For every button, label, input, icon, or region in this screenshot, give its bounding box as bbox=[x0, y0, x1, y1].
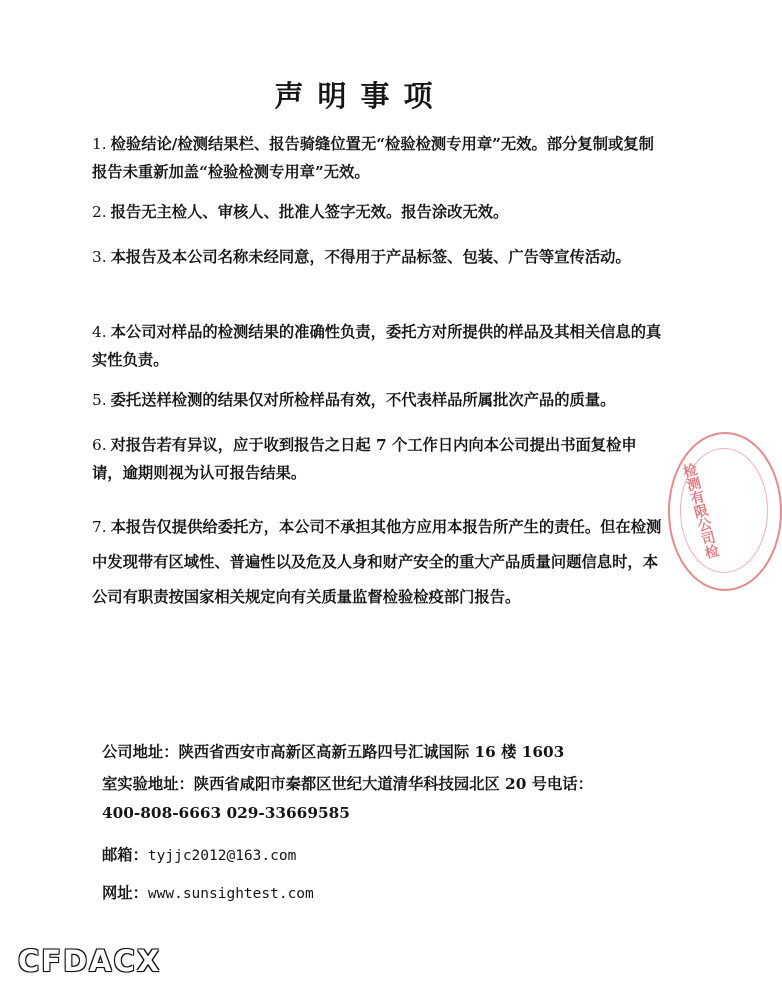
lab-address-label: 室实验地址： bbox=[102, 775, 194, 793]
company-address bbox=[102, 738, 642, 767]
statement-item-1 bbox=[92, 130, 667, 186]
item-number: 1. bbox=[92, 135, 107, 153]
item-text: 委托送样检测的结果仅对所检样品有效，不代表样品所属批次产品的质量。 bbox=[110, 391, 616, 409]
website-label: 网址： bbox=[102, 884, 148, 902]
watermark: CFDACX bbox=[18, 944, 162, 978]
website-value: www.sunsightest.com bbox=[147, 886, 314, 902]
item-text: 检验结论/检测结果栏、报告骑缝位置无“检验检测专用章”无效。部分复制或复制报告未重新加盖“检验检测专用章”无效。 bbox=[92, 135, 654, 181]
statement-item-4 bbox=[92, 318, 667, 374]
item-number: 2. bbox=[92, 203, 107, 221]
email-line bbox=[102, 841, 642, 871]
statement-item-2 bbox=[92, 198, 667, 226]
email-value: tyjjc2012@163.com bbox=[147, 848, 297, 864]
statement-item-5 bbox=[92, 386, 667, 414]
lab-address bbox=[102, 770, 622, 828]
item-text: 本报告仅提供给委托方，本公司不承担其他方应用本报告所产生的责任。但在检测中发现带有区域性、普遍性以及危及人身和财产安全的重大产品质量问题信息时，本公司有职责按国家相关规定向有关质量监督检验检疫部门报告。 bbox=[92, 518, 662, 606]
item-text: 本公司对样品的检测结果的准确性负责，委托方对所提供的样品及其相关信息的真实性负责。 bbox=[92, 323, 662, 369]
item-number: 4. bbox=[92, 323, 107, 341]
item-text: 对报告若有异议，应于收到报告之日起 7 个工作日内向本公司提出书面复检申请，逾期则视为认可报告结果。 bbox=[92, 436, 637, 482]
official-seal bbox=[668, 432, 782, 591]
page-title: 声明事项 bbox=[274, 79, 447, 113]
lab-address-value: 陕西省咸阳市秦都区世纪大道清华科技园北区 20 号电话：400-808-6663 029-33669585 bbox=[102, 775, 593, 822]
statement-item-7 bbox=[92, 510, 667, 615]
item-number: 3. bbox=[92, 248, 107, 266]
item-number: 6. bbox=[92, 436, 107, 454]
statement-item-6 bbox=[92, 431, 667, 487]
seal-text: 检测有限公司检 bbox=[679, 461, 721, 561]
company-address-label: 公司地址： bbox=[102, 743, 179, 761]
item-number: 5. bbox=[92, 391, 107, 409]
item-text: 本报告及本公司名称未经同意，不得用于产品标签、包装、广告等宣传活动。 bbox=[110, 248, 631, 266]
email-label: 邮箱： bbox=[102, 846, 148, 864]
website-line bbox=[102, 879, 642, 909]
statement-item-3 bbox=[92, 243, 667, 271]
item-number: 7. bbox=[92, 518, 107, 536]
company-address-value: 陕西省西安市高新区高新五路四号汇诚国际 16 楼 1603 bbox=[178, 743, 565, 761]
item-text: 报告无主检人、审核人、批准人签字无效。报告涂改无效。 bbox=[110, 203, 509, 221]
